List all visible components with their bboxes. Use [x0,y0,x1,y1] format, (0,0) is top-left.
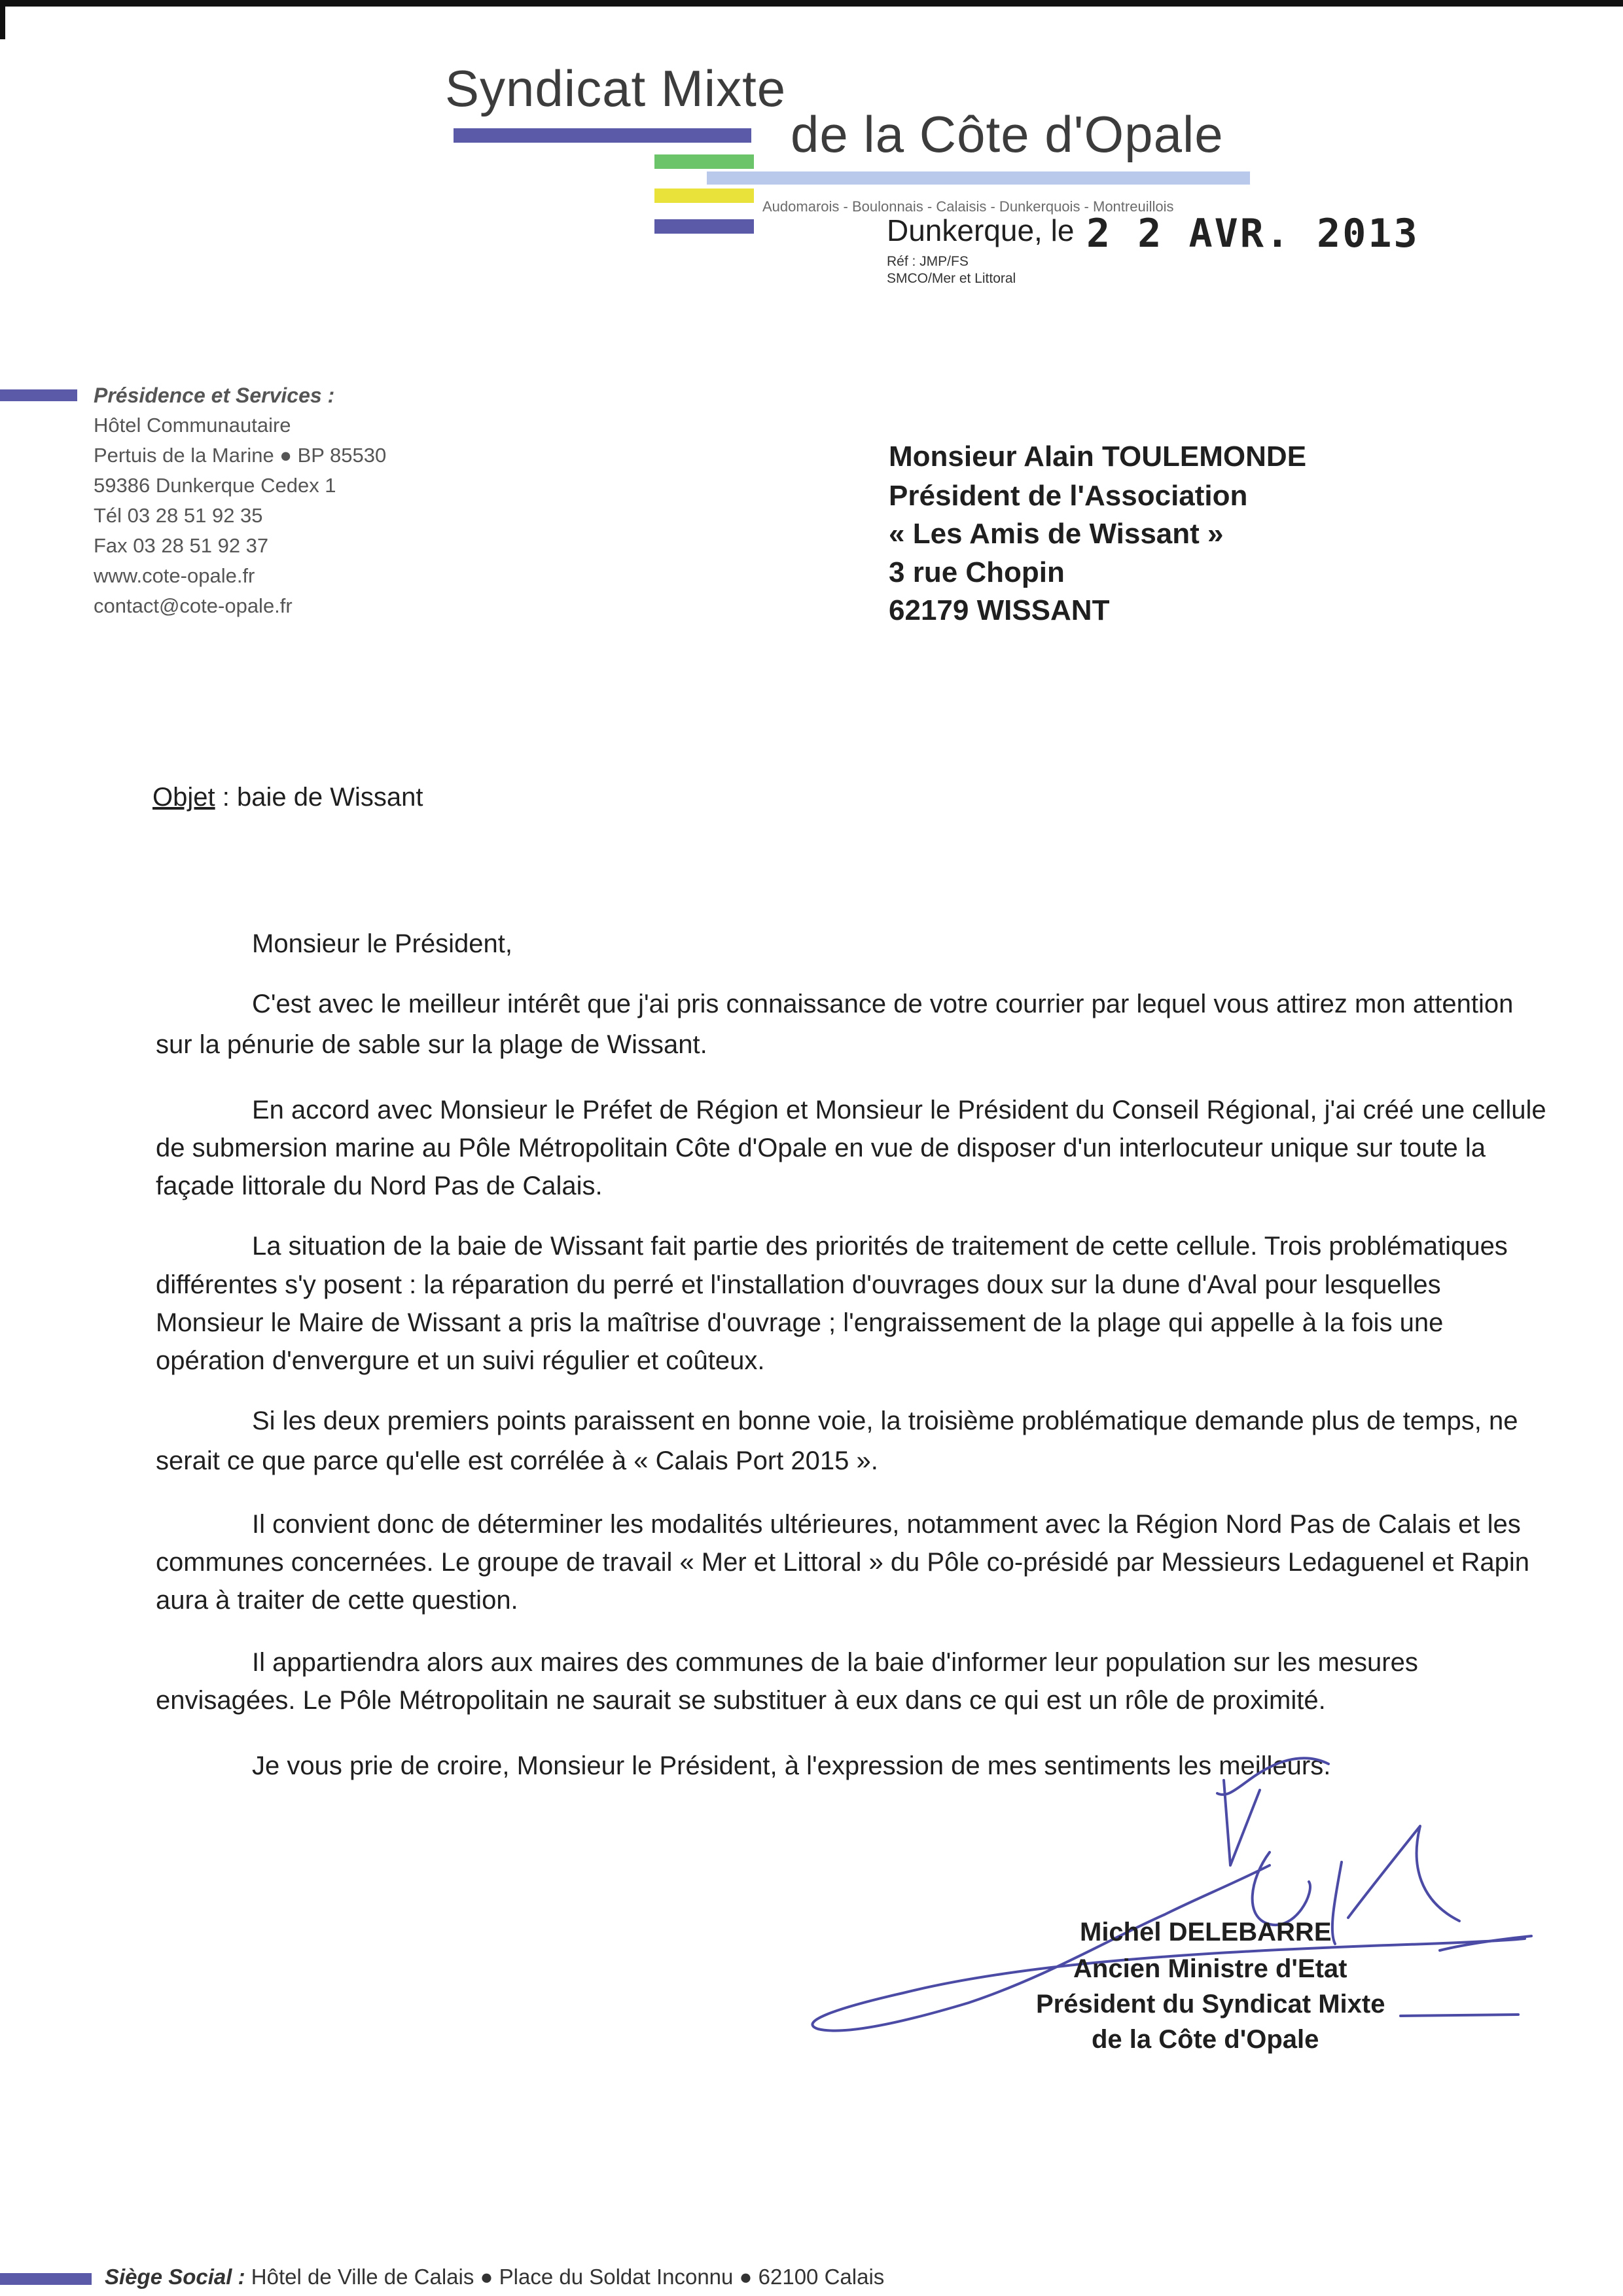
recipient-line: Monsieur Alain TOULEMONDE [889,440,1307,473]
footer-marker-bar [0,2273,92,2285]
letterhead-regions: Audomarois - Boulonnais - Calaisis - Dunkerquois - Montreuillois [762,198,1174,215]
paragraph-line: C'est avec le meilleur intérêt que j'ai pris connaissance de votre courrier par lequel vous attirez mon attention [252,990,1514,1018]
paragraph-line: Si les deux premiers points paraissent en bonne voie, la troisième problématique demande plus de temps, ne [252,1407,1518,1435]
subject-line [152,783,423,812]
letterhead-green-bar [654,154,754,169]
paragraph-line: de submersion marine au Pôle Métropolitain Côte d'Opale en vue de disposer d'un interlocuteur unique sur toute la [156,1134,1486,1162]
signatory-title: Ancien Ministre d'Etat [1073,1954,1347,1983]
paragraph-line: envisagées. Le Pôle Métropolitain ne saurait se substituer à eux dans ce qui est un rôle de proximité. [156,1686,1326,1715]
letterhead-purple-bar-small [654,219,754,234]
sender-website: www.cote-opale.fr [94,564,255,587]
letterhead-title-line2: de la Côte d'Opale [791,105,1224,163]
paragraph-line: Il appartiendra alors aux maires des communes de la baie d'informer leur population sur les mesures [252,1648,1418,1677]
footer-address [105,2265,884,2289]
paragraph-line: En accord avec Monsieur le Préfet de Région et Monsieur le Président du Conseil Régional, j'ai créé une cellule [252,1096,1546,1124]
paragraph-line: sur la pénurie de sable sur la plage de Wissant. [156,1030,707,1059]
letterhead-yellow-bar [654,188,754,203]
sender-title: Présidence et Services : [94,384,335,407]
subject-label: Objet [152,783,215,812]
signatory-name: Michel DELEBARRE [1080,1918,1332,1946]
recipient-line: « Les Amis de Wissant » [889,518,1224,550]
sender-line: Fax 03 28 51 92 37 [94,534,269,557]
letterhead-title-line1: Syndicat Mixte [445,60,787,117]
paragraph-line: aura à traiter de cette question. [156,1586,518,1615]
salutation: Monsieur le Président, [252,929,512,958]
paragraph-line: opération d'envergure et un suivi régulier et coûteux. [156,1346,765,1375]
sender-line: 59386 Dunkerque Cedex 1 [94,474,336,497]
paragraph-line: Monsieur le Maire de Wissant a pris la maîtrise d'ouvrage ; l'engraissement de la plage qui appelle à la fois une [156,1308,1444,1337]
sender-line: Tél 03 28 51 92 35 [94,504,263,527]
reference-line2: SMCO/Mer et Littoral [887,271,1016,286]
closing-line: Je vous prie de croire, Monsieur le Président, à l'expression de mes sentiments les meilleurs. [252,1751,1331,1780]
paragraph-line: serait ce que parce qu'elle est corrélée à « Calais Port 2015 ». [156,1446,878,1475]
letterhead-lightblue-bar [707,171,1250,185]
recipient-line: 3 rue Chopin [889,556,1065,588]
signatory-role: Président du Syndicat Mixte [1036,1990,1385,2018]
paragraph-line: La situation de la baie de Wissant fait partie des priorités de traitement de cette cellule. Trois problématiques [252,1232,1508,1261]
paragraph-line: différentes s'y posent : la réparation du perré et l'installation d'ouvrages doux sur la dune d'Aval pour lesquelles [156,1270,1441,1299]
recipient-line: Président de l'Association [889,480,1248,512]
date-stamp: 2 2 AVR. 2013 [1086,211,1419,257]
scan-left-edge [0,0,5,39]
sender-email: contact@cote-opale.fr [94,594,293,617]
paragraph-line: communes concernées. Le groupe de travail « Mer et Littoral » du Pôle co-présidé par Messieurs Ledaguenel et Rapin [156,1548,1529,1577]
sender-line: Hôtel Communautaire [94,414,291,437]
sender-marker-bar [0,389,77,401]
letterhead-purple-bar [454,128,751,143]
footer-text: Hôtel de Ville de Calais ● Place du Soldat Inconnu ● 62100 Calais [245,2265,885,2289]
scan-top-edge [0,0,1623,7]
paragraph-line: façade littorale du Nord Pas de Calais. [156,1172,603,1200]
footer-label: Siège Social : [105,2265,245,2289]
subject-value: : baie de Wissant [215,783,423,812]
reference-line1: Réf : JMP/FS [887,254,969,269]
date-label: Dunkerque, le [887,213,1075,247]
signatory-organization: de la Côte d'Opale [1092,2025,1319,2054]
sender-line: Pertuis de la Marine ● BP 85530 [94,444,387,467]
paragraph-line: Il convient donc de déterminer les modalités ultérieures, notamment avec la Région Nord Pas de Calais et les [252,1510,1521,1539]
recipient-line: 62179 WISSANT [889,594,1110,626]
